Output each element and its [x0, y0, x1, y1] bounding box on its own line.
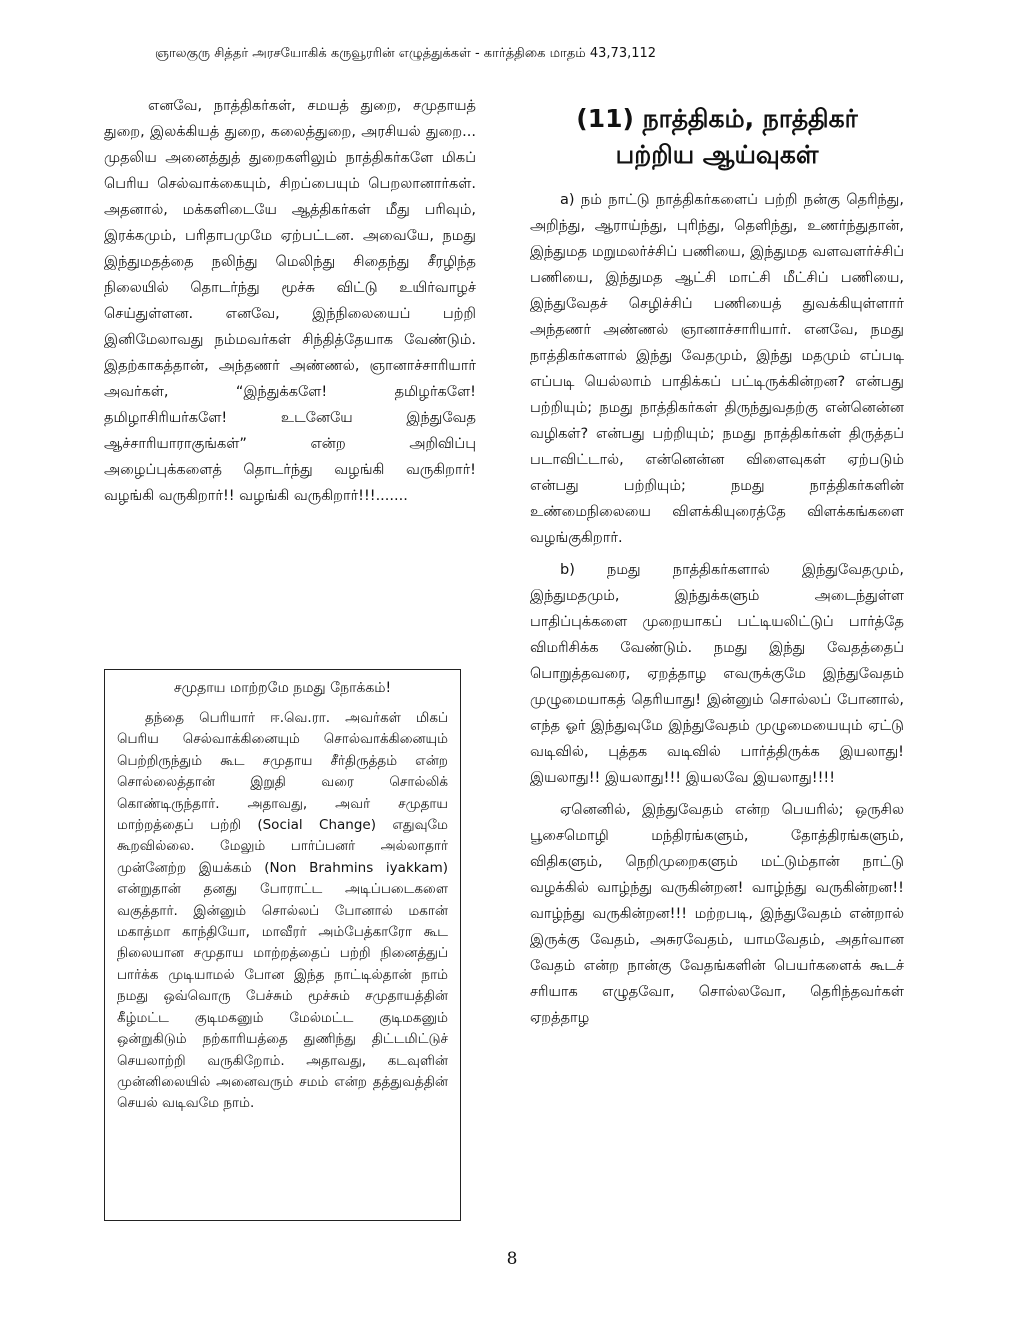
paragraph-a: a) நம் நாட்டு நாத்திகர்களைப் பற்றி நன்கு தெரிந்து, அறிந்து, ஆராய்ந்து, புரிந்து, தெளிந்து, உணர்ந்துதான், இந்துமத மறுமலர்ச்சிப் பணியை, இந்துமத வளவளர்ச்சிப் பணியை, இந்துமத ஆட்சி மாட்சி மீட்சிப் பணியை, இந்துவேதச் செழிச்சிப் பணியைத் துவக்கியுள்ளார் அந்தணர் அண்ணல் ஞானாச்சாரியார். எனவே, நமது நாத்திகர்களால் இந்து வேதமும், இந்து மதமும் எப்படி எப்படி யெல்லாம் பாதிக்கப் பட்டிருக்கின்றன? என்பது பற்றியும்; நமது நாத்திகர்கள் திருந்துவதற்கு என்னென்ன வழிகள்? என்பது பற்றியும்; நமது நாத்திகர்கள் திருத்தப் படாவிட்டால், என்னென்ன விளைவுகள் ஏற்படும் என்பது பற்றியும்; நமது நாத்திகர்களின் உண்மைநிலையை விளக்கியுரைத்தே விளக்கங்களை வழங்குகிறார்.	[530, 192, 904, 546]
section-title-line2: பற்றிய ஆய்வுகள்	[615, 140, 819, 169]
paragraph-b: b) நமது நாத்திகர்களால் இந்துவேதமும், இந்துமதமும், இந்துக்களும் அடைந்துள்ள பாதிப்புக்களை முறையாகப் பட்டியலிட்டுப் பார்த்தே விமரிசிக்க வேண்டும். நமது இந்து வேதத்தைப் பொறுத்தவரை, ஏறத்தாழ எவருக்குமே இந்துவேதம் முழுமையாகத் தெரியாது! இன்னும் சொல்லப் போனால், எந்த ஓர் இந்துவுமே இந்துவேதம் முழுமையையும் ஏட்டு வடிவில், புத்தக வடிவில் பார்த்திருக்க இயலாது! இயலாது!! இயலாது!!! இயலவே இயலாது!!!!	[530, 562, 904, 786]
left-column	[104, 93, 476, 509]
box-body: தந்தை பெரியார் ஈ.வெ.ரா. அவர்கள் மிகப் பெரிய செல்வாக்கினையும் சொல்வாக்கினையும் பெற்றிருந்தும் கூட சமுதாய சீர்திருத்தம் என்ற சொல்லைத்தான் இறுதி வரை சொல்லிக் கொண்டிருந்தார். அதாவது, அவர் சமுதாய மாற்றத்தைப் பற்றி (Social Change) எதுவுமே கூறவில்லை. மேலும் பார்ப்பனர் அல்லாதார் முன்னேற்ற இயக்கம் (Non Brahmins iyakkam) என்றுதான் தனது போராட்ட அடிப்படைகளை வகுத்தார். இன்னும் சொல்லப் போனால் மகான் மகாத்மா காந்தியோ, மாவீரர் அம்பேத்காரோ கூட நிலையான சமுதாய மாற்றத்தைப் பற்றி நினைத்துப் பார்க்க முடியாமல் போன இந்த நாட்டில்தான் நாம் நமது ஒவ்வொரு பேச்சும் மூச்சும் சமுதாயத்தின் கீழ்மட்ட குடிமகனும் மேல்மட்ட குடிமகனும் ஒன்றுகிடும் நற்காரியத்தை துணிந்து திட்டமிட்டுச் செயலாற்றி வருகிறோம். அதாவது, கடவுளின் முன்னிலையில் அனைவரும் சமம் என்ற தத்துவத்தின் செயல் வடிவமே நாம்.	[117, 710, 448, 1112]
page-number: 8	[506, 1249, 518, 1269]
paragraph-c: ஏனெனில், இந்துவேதம் என்ற பெயரில்; ஒருசில பூசைமொழி மந்திரங்களும், தோத்திரங்களும், விதிகளும், நெறிமுறைகளும் மட்டும்தான் நாட்டு வழக்கில் வாழ்ந்து வருகின்றன! வாழ்ந்து வருகின்றன!! வாழ்ந்து வருகின்றன!!! மற்றபடி, இந்துவேதம் என்றால் இருக்கு வேதம், அசுரவேதம், யாமவேதம், அதர்வான வேதம் என்ற நான்கு வேதங்களின் பெயர்களைக் கூடச் சரியாக எழுதவோ, சொல்லவோ, தெரிந்தவர்கள் ஏறத்தாழ	[530, 802, 904, 1026]
right-column	[530, 101, 904, 1037]
page-header: ஞாலகுரு சித்தர் அரசயோகிக் கருவூரரின் எழுத்துக்கள் - கார்த்திகை மாதம் 43,73,112	[155, 46, 657, 61]
social-change-box	[104, 669, 461, 1221]
left-paragraph: எனவே, நாத்திகர்கள், சமயத் துறை, சமுதாயத் துறை, இலக்கியத் துறை, கலைத்துறை, அரசியல் துறை... முதலிய அனைத்துத் துறைகளிலும் நாத்திகர்களே மிகப் பெரிய செல்வாக்கையும், சிறப்பையும் பெறலானார்கள். அதனால், மக்களிடையே ஆத்திகர்கள் மீது பரிவும், இரக்கமும், பரிதாபமுமே ஏற்பட்டன. அவையே, நமது இந்துமதத்தை நலிந்து மெலிந்து சிதைந்து சீரழிந்த நிலையில் தொடர்ந்து மூச்சு விட்டு உயிர்வாழச் செய்துள்ளன. எனவே, இந்நிலையைப் பற்றி இனிமேலாவது நம்மவர்கள் சிந்தித்தேயாக வேண்டும். இதற்காகத்தான், அந்தணர் அண்ணல், ஞானாச்சாரியார் அவர்கள், “இந்துக்களே! தமிழர்களே! தமிழாசிரியர்களே! உடனேயே இந்துவேத ஆச்சாரியாராகுங்கள்” என்ற அறிவிப்பு அழைப்புக்களைத் தொடர்ந்து வழங்கி வருகிறார்! வழங்கி வருகிறார்!! வழங்கி வருகிறார்!!!.......	[104, 98, 476, 504]
section-title-line1: (11) நாத்திகம், நாத்திகர்	[576, 104, 858, 133]
box-title: சமுதாய மாற்றமே நமது நோக்கம்!	[173, 680, 392, 696]
section-title	[530, 101, 904, 173]
